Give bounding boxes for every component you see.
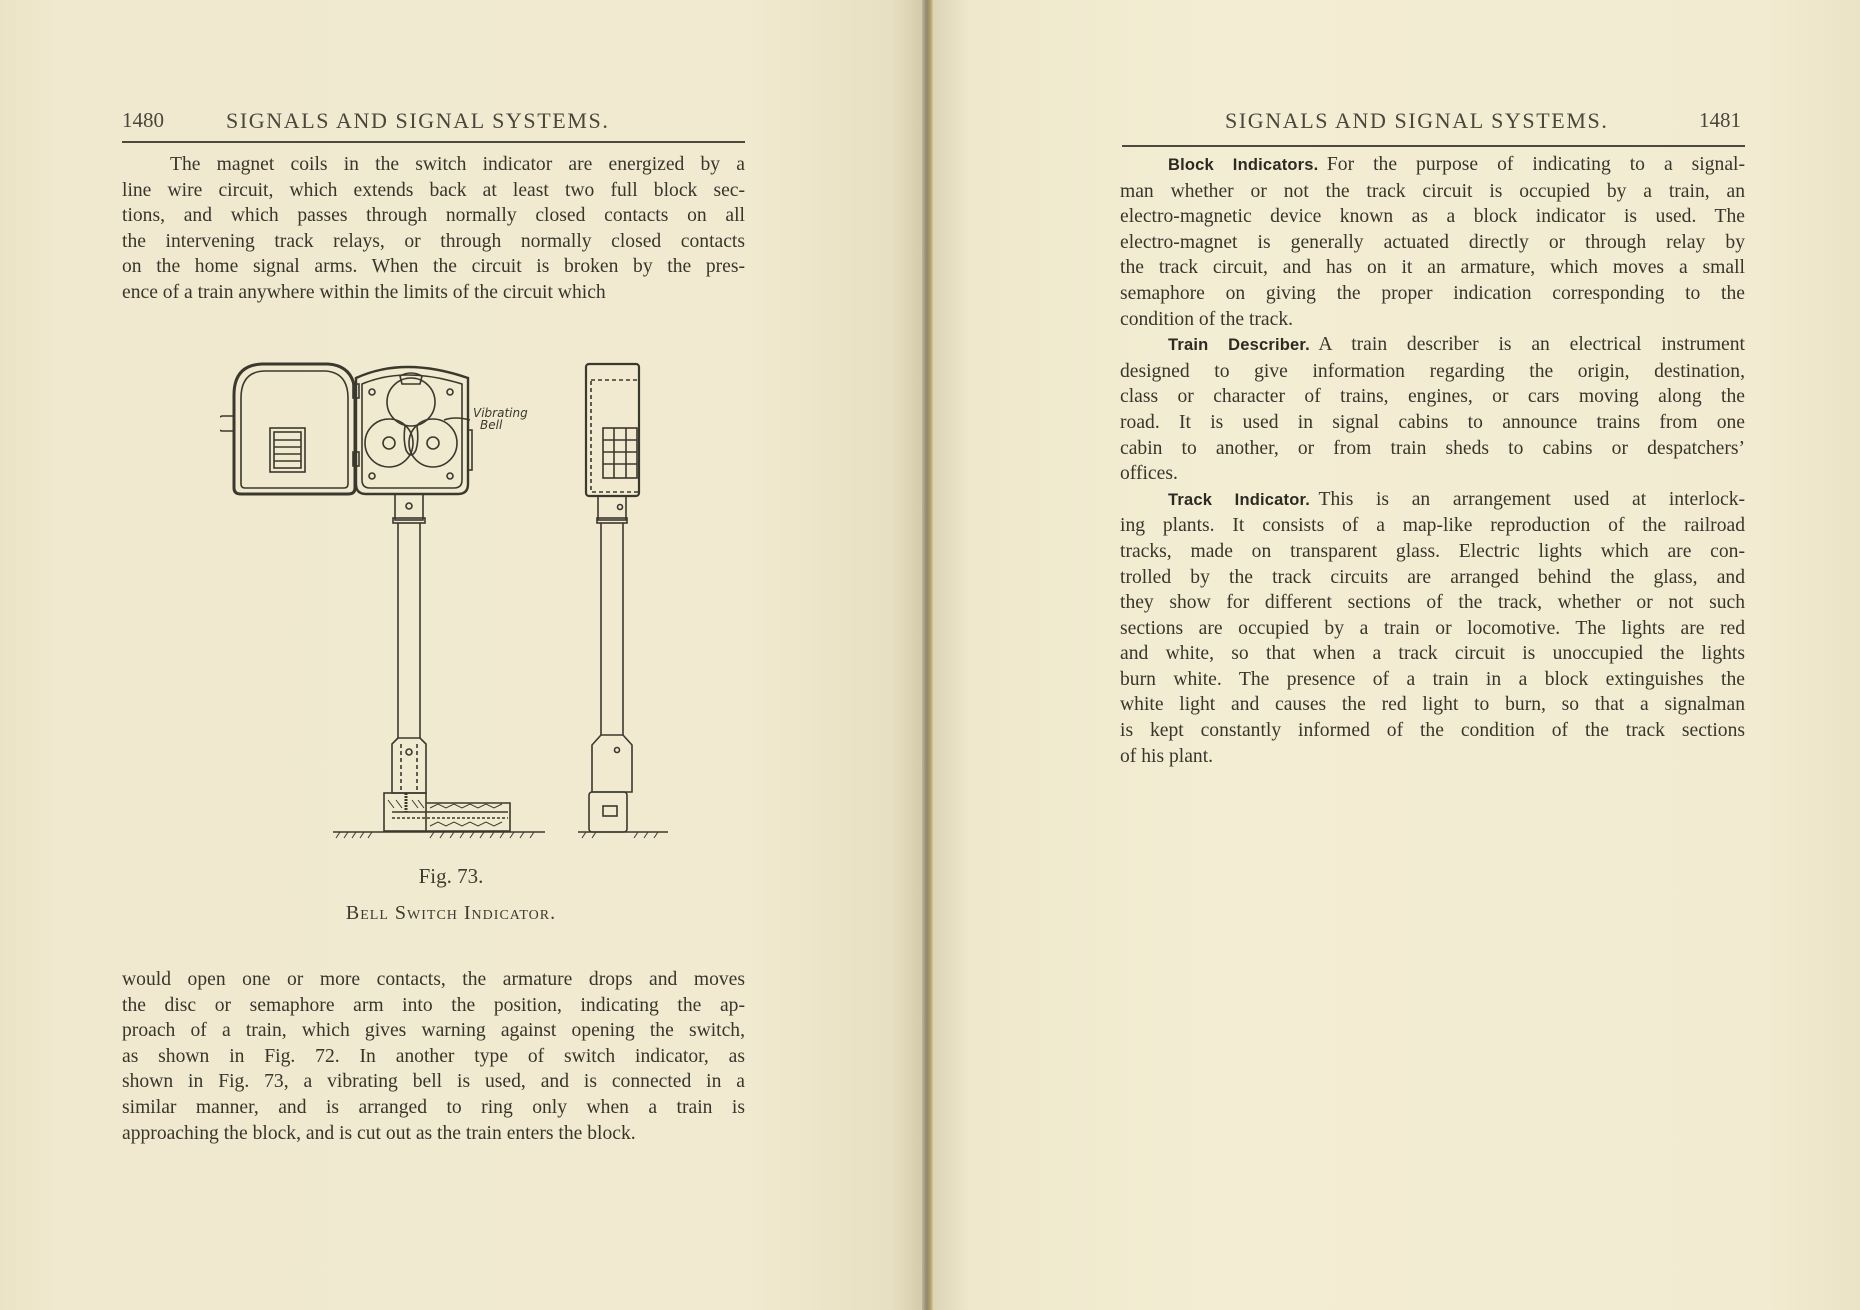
callout-line-1: Vibrating	[473, 406, 528, 420]
left-paragraph-1	[122, 152, 745, 306]
text-line: would open one or more contacts, the armature drops and moves	[122, 969, 745, 990]
text-line: white light and causes the red light to burn, so that a signalman	[1120, 694, 1745, 716]
text-line: and white, so that when a track circuit is unoccupied the lights	[1120, 643, 1745, 665]
header-rule-left	[122, 141, 745, 143]
text-line: trolled by the track circuits are arranged behind the glass, and	[1120, 566, 1745, 588]
text-line: The magnet coils in the switch indicator are energized by a	[170, 154, 745, 175]
section-heading: Train Describer.	[1168, 336, 1319, 355]
text-line: similar manner, and is arranged to ring only when a train is	[122, 1096, 745, 1118]
text-line: ence of a train anywhere within the limits of the circuit which	[122, 281, 606, 303]
text-line: is kept constantly informed of the condition of the track sections	[1120, 720, 1745, 742]
text-line: road. It is used in signal cabins to announce trains from one	[1120, 411, 1745, 433]
text-line: electro-magnet is generally actuated directly or through relay by	[1120, 231, 1745, 253]
text-line: semaphore on giving the proper indication corresponding to the	[1120, 282, 1745, 304]
page-number-left: 1480	[122, 108, 164, 132]
text-line: as shown in Fig. 72. In another type of switch indicator, as	[122, 1045, 745, 1067]
text-line: line wire circuit, which extends back at least two full block sec-	[122, 179, 745, 201]
text-line: offices.	[1120, 463, 1178, 485]
bell-switch-indicator-figure	[220, 355, 690, 845]
side-view-icon	[578, 364, 668, 838]
bell-housing-icon	[356, 367, 472, 494]
text-line: burn white. The presence of a train in a block extinguishes the	[1120, 668, 1745, 690]
right-page	[933, 0, 1860, 1310]
text-line: the disc or semaphore arm into the position, indicating the ap-	[122, 994, 745, 1016]
text-line: the track circuit, and has on it an armature, which moves a small	[1120, 257, 1745, 279]
left-paragraph-2	[122, 967, 745, 1146]
text-line: sections are occupied by a train or locomotive. The lights are red	[1120, 617, 1745, 639]
text-line: electro-magnetic device known as a block indicator is used. The	[1120, 206, 1745, 228]
figure-number: Fig. 73.	[418, 864, 484, 888]
text-line: Block Indicators. For the purpose of indicating to a signal-	[1168, 154, 1745, 175]
text-line: Train Describer. A train describer is an electrical instrument	[1168, 334, 1745, 356]
text-line: Track Indicator. This is an arrangement used at interlock-	[1168, 488, 1746, 510]
text-line: designed to give information regarding the origin, destination,	[1120, 360, 1745, 382]
text-line: condition of the track.	[1120, 308, 1294, 330]
text-line: class or character of trains, engines, or cars moving along the	[1120, 386, 1745, 408]
pole-icon	[384, 494, 510, 831]
section-heading: Block Indicators.	[1168, 156, 1327, 174]
figure-caption: Bell Switch Indicator.	[345, 902, 557, 924]
running-head-right: SIGNALS AND SIGNAL SYSTEMS.	[1225, 108, 1609, 133]
text-line: tracks, made on transparent glass. Electric lights which are con-	[1120, 540, 1745, 562]
text-line: proach of a train, which gives warning against opening the switch,	[122, 1020, 745, 1042]
section-heading: Track Indicator.	[1168, 490, 1319, 509]
header-rule-right	[1122, 145, 1745, 147]
text-line: on the home signal arms. When the circuit is broken by the pres-	[122, 256, 745, 278]
text-line: tions, and which passes through normally closed contacts on all	[122, 205, 745, 227]
text-line: ing plants. It consists of a map-like reproduction of the railroad	[1120, 515, 1745, 537]
running-head-left: SIGNALS AND SIGNAL SYSTEMS.	[226, 108, 610, 133]
door-icon	[220, 364, 359, 494]
text-line: approaching the block, and is cut out as the train enters the block.	[122, 1122, 636, 1144]
page-number-right: 1481	[1699, 108, 1741, 132]
left-page	[0, 0, 928, 1310]
text-line: man whether or not the track circuit is occupied by a train, an	[1120, 180, 1745, 202]
text-line: shown in Fig. 73, a vibrating bell is used, and is connected in a	[122, 1071, 745, 1093]
text-line: of his plant.	[1120, 745, 1214, 767]
callout-line-2: Bell	[480, 418, 503, 432]
right-body	[1120, 152, 1745, 769]
text-line: they show for different sections of the track, whether or not such	[1120, 592, 1745, 614]
text-line: the intervening track relays, or through normally closed contacts	[122, 230, 745, 252]
text-line: cabin to another, or from train sheds to cabins or despatchers’	[1120, 437, 1745, 459]
